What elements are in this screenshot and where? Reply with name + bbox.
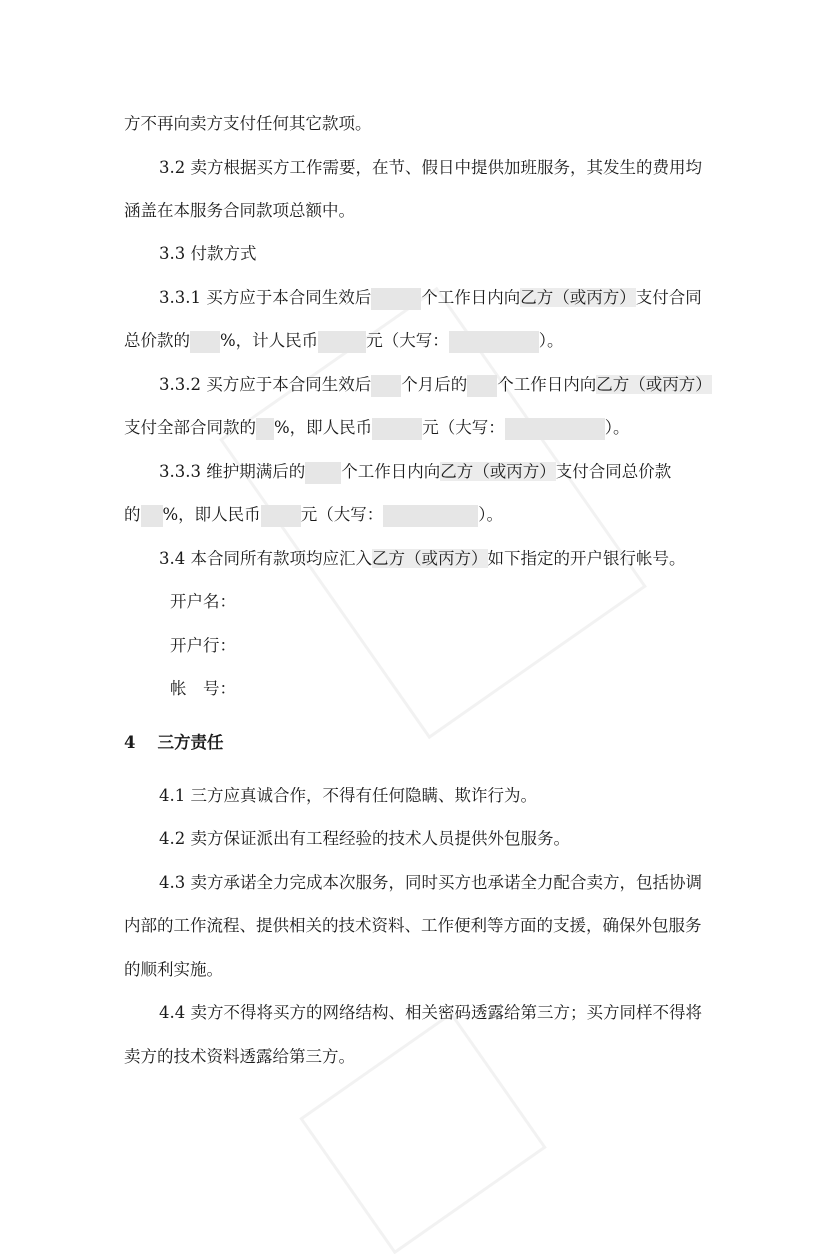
fill-blank[interactable] [190,331,220,353]
fill-blank[interactable] [449,331,539,353]
section-heading-3-3: 3.3 付款方式 [159,244,257,263]
paragraph-line: 3.2 卖方根据买方工作需要，在节、假日中提供加班服务，其发生的费用均 [159,158,702,177]
account-number-label: 帐 号： [170,679,236,698]
party-highlight: 乙方（或丙方） [372,549,488,568]
account-bank-label: 开户行： [170,636,236,655]
paragraph-line: 支付全部合同款的 %，即人民币 元（大写： ）。 [124,416,629,440]
section-heading-4: 4 三方责任 [124,733,224,752]
party-highlight: 乙方（或丙方） [520,288,636,307]
fill-blank[interactable] [141,505,163,527]
fill-blank[interactable] [305,462,341,484]
fill-blank[interactable] [261,505,301,527]
paragraph-line: 3.3.3 维护期满后的 个工作日内向乙方（或丙方）支付合同总价款 [159,460,671,484]
fill-blank[interactable] [372,418,422,440]
paragraph-line: 的 %，即人民币 元（大写： ）。 [124,503,503,527]
fill-blank[interactable] [256,418,274,440]
paragraph-line: 3.3.1 买方应于本合同生效后 个工作日内向乙方（或丙方）支付合同 [159,286,702,310]
paragraph-line: 涵盖在本服务合同款项总额中。 [124,201,355,220]
paragraph-line: 总价款的 %，计人民币 元（大写： ）。 [124,329,563,353]
account-name-label: 开户名： [170,592,236,611]
paragraph-line: 卖方的技术资料透露给第三方。 [124,1047,355,1066]
fill-blank[interactable] [318,331,366,353]
paragraph-line: 4.1 三方应真诚合作，不得有任何隐瞒、欺诈行为。 [159,786,537,805]
paragraph-line: 4.4 卖方不得将买方的网络结构、相关密码透露给第三方；买方同样不得将 [159,1003,702,1022]
paragraph-line: 的顺利实施。 [124,960,223,979]
fill-blank[interactable] [371,375,401,397]
paragraph-line: 4.2 卖方保证派出有工程经验的技术人员提供外包服务。 [159,829,570,848]
fill-blank[interactable] [383,505,478,527]
party-highlight: 乙方（或丙方） [440,462,556,481]
paragraph-line: 3.4 本合同所有款项均应汇入乙方（或丙方）如下指定的开户银行帐号。 [159,549,686,568]
paragraph-line: 3.3.2 买方应于本合同生效后 个月后的 个工作日内向乙方（或丙方） [159,373,712,397]
fill-blank[interactable] [505,418,605,440]
paragraph-line: 内部的工作流程、提供相关的技术资料、工作便利等方面的支援，确保外包服务 [124,916,702,935]
paragraph-line: 4.3 卖方承诺全力完成本次服务，同时买方也承诺全力配合卖方，包括协调 [159,873,702,892]
fill-blank[interactable] [371,288,421,310]
paragraph-line: 方不再向卖方支付任何其它款项。 [124,114,372,133]
party-highlight: 乙方（或丙方） [596,375,712,394]
fill-blank[interactable] [467,375,497,397]
